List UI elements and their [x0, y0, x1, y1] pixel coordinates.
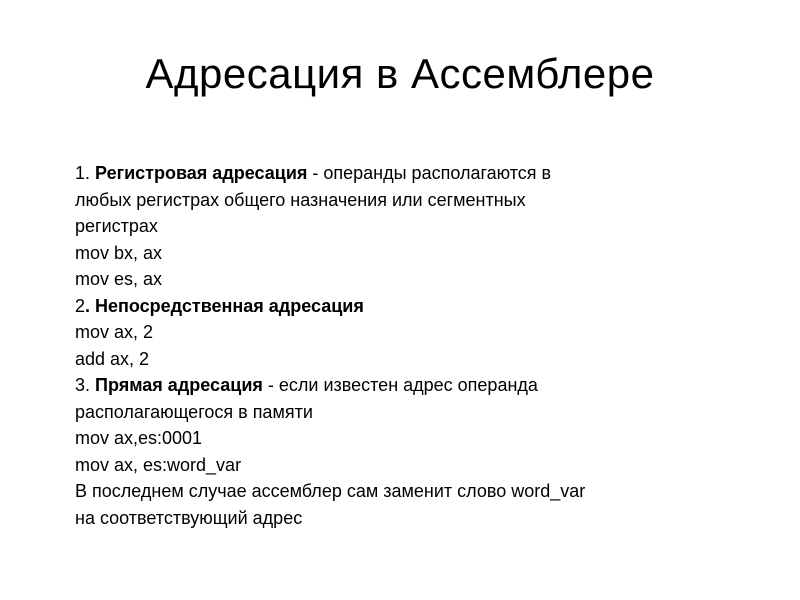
slide-body [75, 160, 735, 531]
code-line: mov bx, ax [75, 242, 163, 263]
code-line: mov ax, 2 [75, 322, 154, 342]
text-line: регистрах [75, 216, 158, 236]
slide-title: Адресация в Ассемблере [145, 50, 655, 97]
item-number: 3. [75, 375, 96, 395]
text-line: располагающегося в памяти [75, 401, 313, 422]
item-number: 2 [75, 295, 86, 316]
item-term-bold: Регистровая адресация [95, 163, 308, 183]
item-description: - если известен адрес операнда [262, 375, 538, 395]
code-line: mov ax, es:word_var [75, 454, 242, 475]
code-line: mov es, ax [75, 269, 163, 289]
item-2-heading-line [75, 293, 735, 320]
code-line: mov ax,es:0001 [75, 428, 203, 448]
text-line: В последнем случае ассемблер сам заменит слово word_var [75, 481, 586, 501]
item-3-heading-line [75, 372, 735, 399]
item-term-bold: Прямая адресация [95, 375, 263, 395]
code-line: add ax, 2 [75, 348, 150, 369]
item-term-bold: . Непосредственная адресация [85, 295, 364, 316]
text-line: любых регистрах общего назначения или сегментных [75, 189, 526, 210]
text-line: на соответствующий адрес [75, 507, 303, 528]
item-number: 1. [75, 163, 96, 183]
item-1-heading-line [75, 160, 735, 187]
item-description: - операнды располагаются в [307, 163, 552, 183]
